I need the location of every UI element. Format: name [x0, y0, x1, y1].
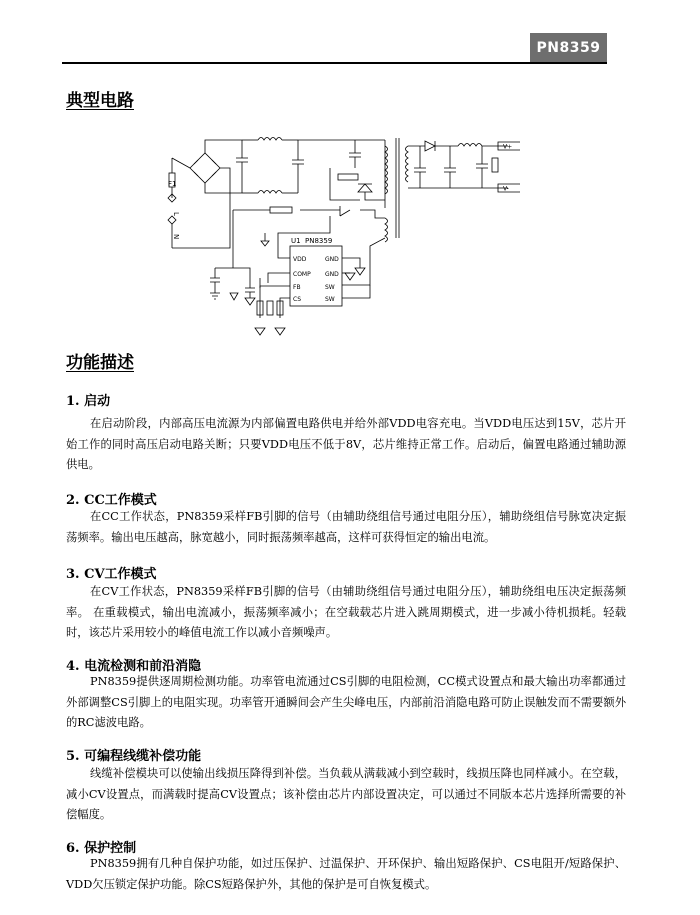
pin-comp: COMP: [293, 271, 311, 278]
filter-inductor-top: [258, 138, 282, 141]
pin-fb: FB: [293, 284, 301, 291]
pin-vdd: VDD: [293, 256, 307, 263]
pin-gnd-1: GND: [325, 256, 339, 263]
chip-ref-label: U1: [291, 237, 301, 245]
pin-gnd-2: GND: [325, 271, 339, 278]
vout-neg-label: V-: [503, 185, 509, 193]
typical-circuit-diagram: [160, 128, 520, 346]
cc-mode-text: 在CC工作状态，PN8359采样FB引脚的信号（由辅助绕组信号通过电阻分压），辅助绕组信号脉宽决定振荡频率。输出电压越高，脉宽越小，同时振荡频率越高，这样可获得恒定的输出电流。: [66, 510, 626, 544]
vout-pos-label: V+: [503, 143, 513, 151]
filter-inductor-bottom: [258, 191, 282, 194]
cable-comp-heading: 5. 可编程线缆补偿功能: [66, 749, 202, 764]
header-rule: [62, 62, 607, 64]
output-diode: [425, 141, 435, 151]
protection-text: PN8359拥有几种自保护功能，如过压保护、过温保护、开环保护、输出短路保护、CS电阻开/短路保护、VDD欠压锁定保护功能。除CS短路保护外，其他的保护是可自恢复模式。: [66, 857, 626, 891]
current-sense-heading: 4. 电流检测和前沿消隐: [66, 659, 202, 674]
neutral-label: N: [172, 234, 180, 240]
function-description-title: 功能描述: [66, 353, 134, 373]
pin-sw-2: SW: [325, 296, 335, 303]
fuse-label: F1: [168, 180, 177, 188]
cv-mode-text: 在CV工作状态，PN8359采样FB引脚的信号（由辅助绕组信号通过电阻分压），辅助绕组电压决定振荡频率。 在重载模式，输出电流减小，振荡频率减小；在空载载芯片进入跳周期模式，进一步减小待机损耗。轻载时，该芯片采用较小的峰值电流工作以减小音频噪声。: [66, 585, 626, 639]
cv-mode-heading: 3. CV工作模式: [66, 567, 157, 582]
startup-text: 在启动阶段，内部高压电流源为内部偏置电路供电并给外部VDD电容充电。当VDD电压达到15V，芯片开始工作的同时高压启动电路关断；只要VDD电压不低于8V，芯片维持正常工作。启动后，偏置电路通过辅助源供电。: [66, 417, 626, 471]
part-number-badge: PN8359: [530, 33, 607, 63]
protection-heading: 6. 保护控制: [66, 841, 137, 856]
typical-circuit-title: 典型电路: [66, 91, 134, 111]
cc-mode-heading: 2. CC工作模式: [66, 493, 157, 508]
current-sense-text: PN8359提供逐周期检测功能。功率管电流通过CS引脚的电阻检测，CC模式设置点和最大输出功率都通过外部调整CS引脚上的电阻实现。功率管开通瞬间会产生尖峰电压，内部前沿消隐电路可防止误触发而不需要额外的RC滤波电路。: [66, 675, 626, 729]
transformer-core: [396, 138, 399, 238]
pin-cs: CS: [293, 296, 301, 303]
chip-name-label: PN8359: [305, 237, 333, 245]
pin-sw-1: SW: [325, 284, 335, 291]
startup-heading: 1. 启动: [66, 394, 111, 409]
line-label: L: [172, 212, 180, 216]
cable-comp-text: 线缆补偿模块可以使输出线损压降得到补偿。当负载从满载减小到空载时，线损压降也同样减小。在空载，减小CV设置点，而满载时提高CV设置点；该补偿由芯片内部设置决定，可以通过不同版本芯片选择所需要的补偿幅度。: [66, 767, 626, 821]
bridge-rectifier: [190, 153, 220, 183]
